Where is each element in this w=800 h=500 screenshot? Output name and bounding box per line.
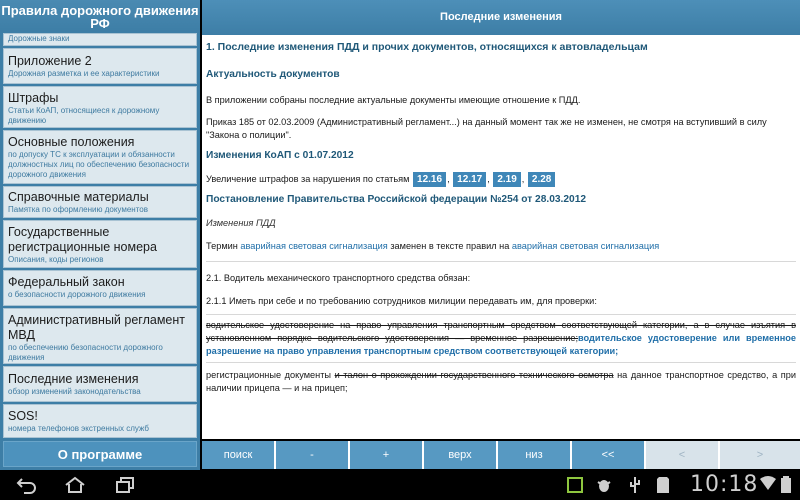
fines-text: Увеличение штрафов за нарушения по статьям (206, 174, 410, 184)
sidebar-item-reference[interactable] (3, 186, 197, 218)
paragraph: 2.1.1 Иметь при себе и по требованию сотрудников милиции передавать им, для проверки: (206, 296, 597, 306)
prev-button[interactable]: < (646, 441, 718, 469)
reg-suffix: на данное транспортное средство, а при наличии прицепа — и на прицеп; (206, 370, 796, 393)
paragraph: В приложении собраны последние актуальные документы имеющие отношение к ПДД. (206, 95, 581, 105)
zoom-out-button[interactable]: - (276, 441, 348, 469)
term-old: аварийная световая сигнализация (240, 241, 388, 251)
sidebar-item-label: Справочные материалы (8, 190, 149, 204)
debug-icon (596, 476, 612, 499)
page-title: Последние изменения (202, 0, 800, 35)
scroll-bottom-button[interactable]: низ (498, 441, 570, 469)
sidebar-item-label: Государственные регистрационные номера (8, 225, 157, 254)
clock: 10:18 (690, 472, 759, 497)
sidebar-item-federal-law[interactable] (3, 270, 197, 306)
sidebar-item-subtitle: по обеспечению безопасности дорожного движения (8, 343, 163, 362)
sidebar-item-label: Административный регламент МВД (8, 313, 185, 342)
sidebar-item-subtitle: Описания, коды регионов (8, 255, 104, 264)
scroll-top-button[interactable]: верх (424, 441, 496, 469)
reg-prefix: регистрационные документы (206, 370, 332, 380)
sidebar-item-label: Приложение 2 (8, 54, 92, 68)
sidebar-item-mvd-regulation[interactable] (3, 308, 197, 364)
sidebar-item-subtitle: номера телефонов экстренных служб (8, 424, 150, 433)
search-button[interactable]: поиск (202, 441, 274, 469)
struck-text: и талон о прохождении государственного технического осмотра (334, 370, 614, 380)
sidebar-item-label: Штрафы (8, 91, 59, 105)
sidebar-item-label: Федеральный закон (8, 275, 125, 289)
paragraph: Приказ 185 от 02.03.2009 (Административный регламент...) на данный момент так же не изменен, не смотря на вступивший в силу "Закона о полиции". (206, 117, 767, 140)
sidebar-item-sos[interactable] (3, 404, 197, 438)
fines-paragraph: Увеличение штрафов за нарушения по статьям 12.16 , 12.17 , 2.19 , 2.28 (206, 172, 796, 187)
term-prefix: Термин (206, 241, 238, 251)
sidebar-item-road-signs[interactable] (3, 33, 197, 46)
section-title-koap: Изменения КоАП с 01.07.2012 (206, 150, 354, 161)
about-button[interactable]: О программе (3, 441, 197, 467)
sidebar (0, 0, 200, 470)
system-bar (0, 470, 800, 500)
wifi-icon (760, 476, 776, 495)
article-link-2-19[interactable]: 2.19 (493, 172, 520, 187)
term-middle: заменен в тексте правил на (390, 241, 510, 251)
zoom-in-button[interactable]: + (350, 441, 422, 469)
sidebar-item-subtitle: Статьи КоАП, относящиеся к дорожному движению (8, 106, 160, 125)
registration-paragraph (206, 369, 796, 395)
section-title-decree: Постановление Правительства Российской федерации №254 от 28.03.2012 (206, 194, 587, 205)
struck-text: водительское удостоверение на право управления транспортным средством соответствующей категории, а в случае изъятия в установленном порядке водительского удостоверения — временное разрешение; (206, 320, 796, 343)
license-paragraph (206, 319, 796, 358)
bottom-toolbar (202, 441, 800, 469)
sidebar-item-subtitle: Памятка по оформлению документов (8, 205, 148, 214)
section-title-relevance: Актуальность документов (206, 69, 340, 80)
usb-icon (628, 476, 642, 499)
sidebar-item-label: Последние изменения (8, 372, 139, 386)
battery-icon (780, 476, 792, 499)
sidebar-item-appendix-2[interactable] (3, 48, 197, 84)
sidebar-item-fines[interactable] (3, 86, 197, 128)
sidebar-item-subtitle: о безопасности дорожного движения (8, 290, 146, 299)
next-button[interactable]: > (720, 441, 800, 469)
section-subtitle: Изменения ПДД (206, 218, 276, 228)
document-content[interactable] (202, 35, 800, 439)
sidebar-item-basic-provisions[interactable] (3, 130, 197, 184)
paragraph: 2.1. Водитель механического транспортного средства обязан: (206, 273, 471, 283)
app-title: Правила дорожного движения РФ (0, 0, 200, 32)
screenshot-icon (566, 476, 584, 499)
term-paragraph (206, 240, 796, 253)
new-text: водительское удостоверение или временное разрешение на право управления транспортным средством соответствующей категории; (206, 333, 796, 356)
sidebar-item-subtitle: Дорожная разметка и ее характеристики (8, 69, 160, 78)
sidebar-item-subtitle: обзор изменений законодательства (8, 387, 141, 396)
document-heading: 1. Последние изменения ПДД и прочих документов, относящихся к автовладельцам (206, 41, 648, 53)
sd-card-icon (656, 476, 670, 499)
recent-apps-icon[interactable] (114, 476, 136, 499)
sidebar-item-latest-changes[interactable] (3, 366, 197, 402)
sidebar-item-plates[interactable] (3, 220, 197, 268)
home-icon[interactable] (64, 476, 86, 499)
back-icon[interactable] (16, 476, 38, 499)
article-link-12-17[interactable]: 12.17 (453, 172, 486, 187)
term-new: аварийная световая сигнализация (511, 241, 660, 251)
sidebar-item-subtitle: Дорожные знаки (8, 34, 70, 43)
first-page-button[interactable]: << (572, 441, 644, 469)
article-link-2-28[interactable]: 2.28 (528, 172, 555, 187)
sidebar-item-label: SOS! (8, 409, 38, 423)
article-link-12-16[interactable]: 12.16 (413, 172, 446, 187)
sidebar-item-subtitle: по допуску ТС к эксплуатации и обязанности должностных лиц по обеспечению безопасности дорожного движения (8, 150, 190, 179)
sidebar-item-label: Основные положения (8, 135, 135, 149)
